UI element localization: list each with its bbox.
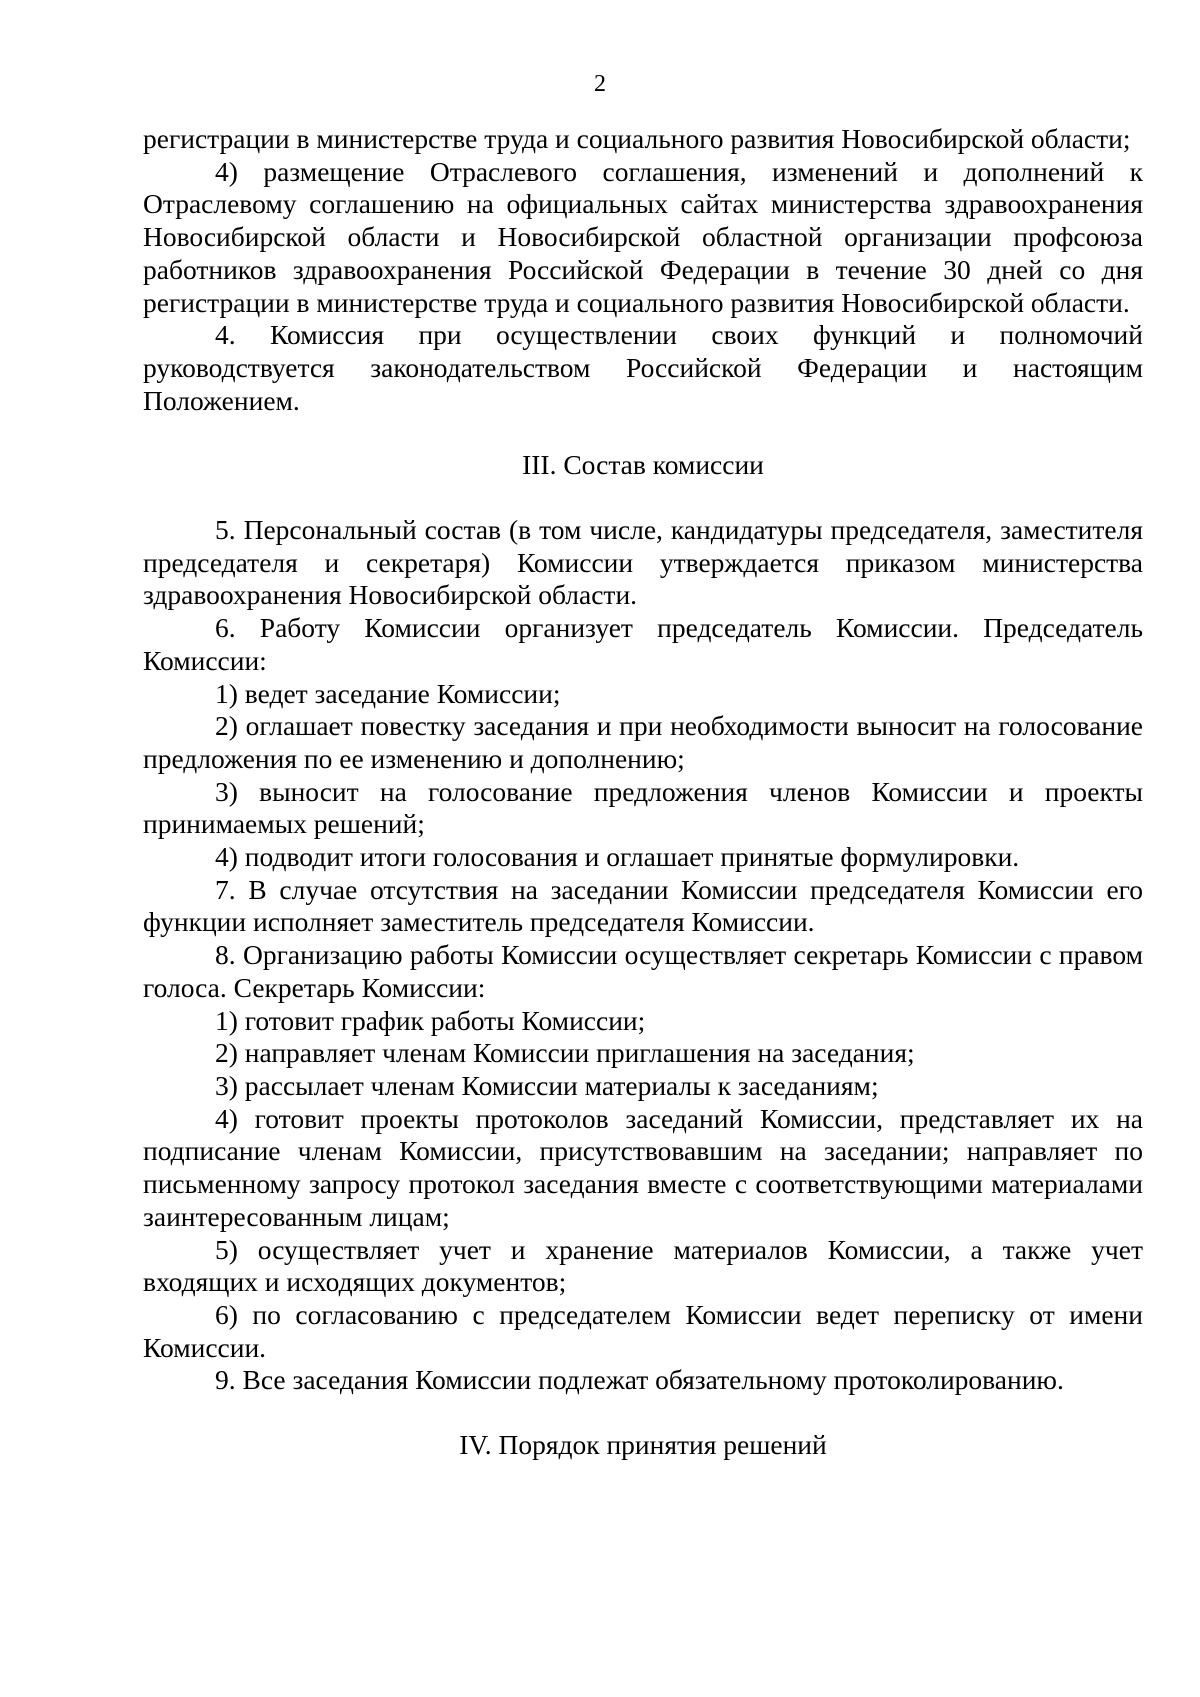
section-heading-3: III. Состав комиссии — [522, 449, 764, 481]
paragraph: 6. Работу Комиссии организует председатель Комиссии. Председатель Комиссии: — [143, 612, 1143, 676]
page-number: 2 — [594, 71, 606, 97]
section-heading-4: IV. Порядок принятия решений — [459, 1429, 827, 1461]
list-item: 1) ведет заседание Комиссии; — [215, 677, 561, 709]
list-item: 4) подводит итоги голосования и оглашает принятые формулировки. — [215, 841, 1020, 873]
paragraph: 7. В случае отсутствия на заседании Комиссии председателя Комиссии его функции исполняет заместитель председателя Комиссии. — [143, 873, 1143, 938]
list-item: 6) по согласованию с председателем Комиссии ведет переписку от имени Комиссии. — [143, 1298, 1143, 1363]
document-body — [143, 123, 1143, 1462]
paragraph: 4. Комиссия при осуществлении своих функций и полномочий руководствуется законодательством Российской Федерации и настоящим Положением. — [143, 319, 1143, 416]
list-item: 2) оглашает повестку заседания и при необходимости выносит на голосование предложения по ее изменению и дополнению; — [143, 710, 1143, 774]
list-item: 3) выносит на голосование предложения членов Комиссии и проекты принимаемых решений; — [143, 775, 1143, 840]
list-item: 3) рассылает членам Комиссии материалы к заседаниям; — [215, 1069, 879, 1101]
paragraph: 4) размещение Отраслевого соглашения, изменений и дополнений к Отраслевому соглашению на официальных сайтах министерства здравоохранения Новосибирской области и Новосибирской областной организации профсоюза работников здравоохранения Российской Федерации в течение 30 дней со дня регистрации в министерстве труда и социального развития Новосибирской области. — [143, 155, 1143, 318]
paragraph: 8. Организацию работы Комиссии осуществляет секретарь Комиссии с правом голоса. Секретарь Комиссии: — [143, 939, 1143, 1003]
list-item: 2) направляет членам Комиссии приглашения на заседания; — [215, 1037, 915, 1069]
paragraph: 9. Все заседания Комиссии подлежат обязательному протоколированию. — [215, 1364, 1064, 1396]
list-item: 4) готовит проекты протоколов заседаний Комиссии, представляет их на подписание членам Комиссии, присутствовавшим на заседании; направляет по письменному запросу протокол заседания вместе с соответствующими материалами заинтересованным лицам; — [143, 1102, 1143, 1232]
list-item: 5) осуществляет учет и хранение материалов Комиссии, а также учет входящих и исходящих документов; — [143, 1233, 1143, 1298]
paragraph: регистрации в министерстве труда и социального развития Новосибирской области; — [143, 123, 1131, 154]
paragraph: 5. Персональный состав (в том числе, кандидатуры председателя, заместителя председателя и секретаря) Комиссии утверждается приказом министерства здравоохранения Новосибирской области. — [143, 514, 1143, 611]
list-item: 1) готовит график работы Комиссии; — [215, 1004, 646, 1036]
